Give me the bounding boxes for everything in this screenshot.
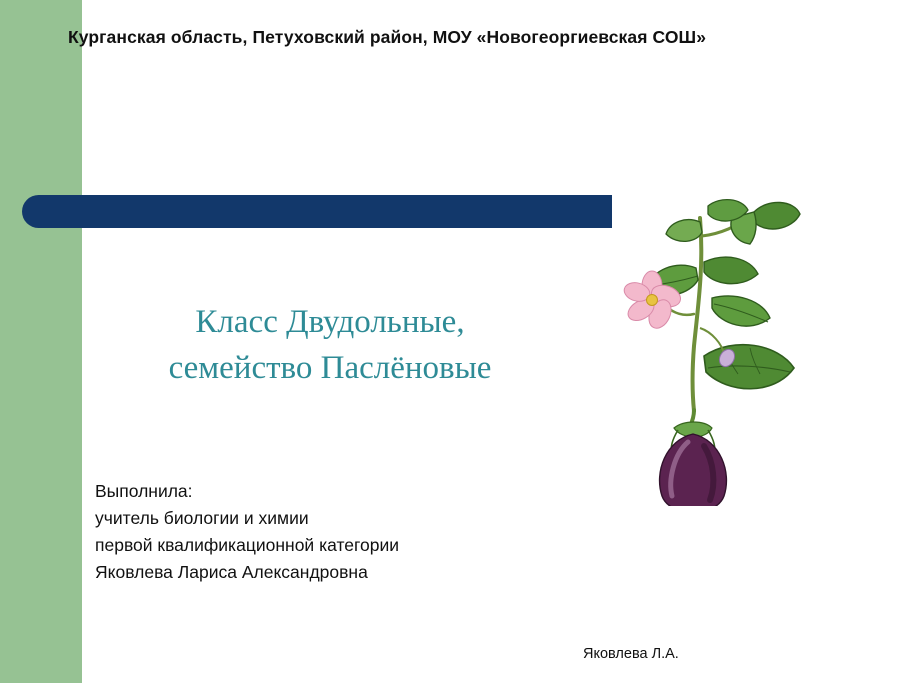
slide-footer: Яковлева Л.А. — [583, 646, 679, 662]
author-line-4: Яковлева Лариса Александровна — [95, 562, 368, 583]
title-line-2: семейство Паслёновые — [168, 349, 492, 386]
navy-accent-bar — [22, 195, 612, 228]
author-line-3: первой квалификационной категории — [95, 535, 400, 556]
eggplant-plant-illustration — [608, 196, 808, 506]
slide-header: Курганская область, Петуховский район, МОУ «Новогеоргиевская СОШ» — [68, 27, 707, 47]
author-line-1: Выполнила: — [95, 481, 193, 501]
title-line-1: Класс Двудольные, — [195, 304, 465, 340]
slide-title — [60, 300, 600, 391]
author-block — [95, 478, 399, 587]
author-line-2: учитель биологии и химии — [95, 508, 309, 529]
